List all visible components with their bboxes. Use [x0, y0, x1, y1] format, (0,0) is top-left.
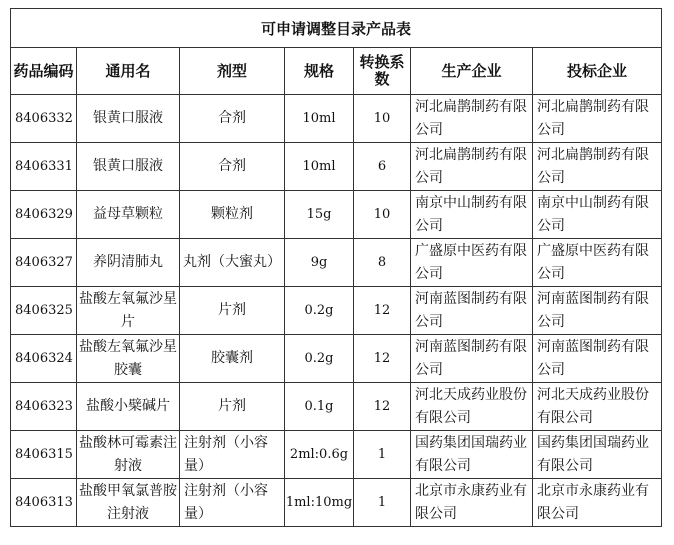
cell-spec: 0.2g: [285, 335, 354, 383]
table-row: [11, 431, 662, 479]
cell-maker: 北京市永康药业有限公司: [411, 479, 533, 527]
cell-bidder: 河南蓝图制药有限公司: [533, 287, 662, 335]
cell-code: 8406315: [11, 431, 77, 479]
header-name: 通用名: [77, 48, 180, 95]
cell-code: 8406332: [11, 95, 77, 143]
cell-name: 盐酸林可霉素注射液: [77, 431, 180, 479]
cell-spec: 0.1g: [285, 383, 354, 431]
cell-factor: 10: [354, 191, 411, 239]
cell-code: 8406323: [11, 383, 77, 431]
cell-bidder: 河北扁鹊制药有限公司: [533, 143, 662, 191]
cell-spec: 9g: [285, 239, 354, 287]
cell-factor: 12: [354, 335, 411, 383]
cell-form: 丸剂（大蜜丸）: [180, 239, 285, 287]
cell-factor: 1: [354, 431, 411, 479]
table-row: [11, 143, 662, 191]
cell-factor: 1: [354, 479, 411, 527]
cell-spec: 10ml: [285, 95, 354, 143]
cell-form: 合剂: [180, 143, 285, 191]
cell-code: 8406313: [11, 479, 77, 527]
product-table: [10, 8, 662, 527]
cell-name: 益母草颗粒: [77, 191, 180, 239]
cell-name: 盐酸小檗碱片: [77, 383, 180, 431]
header-bidder: 投标企业: [533, 48, 662, 95]
cell-code: 8406329: [11, 191, 77, 239]
table-row: [11, 239, 662, 287]
cell-factor: 8: [354, 239, 411, 287]
table-row: [11, 335, 662, 383]
cell-bidder: 广盛原中医药有限公司: [533, 239, 662, 287]
cell-name: 盐酸左氧氟沙星胶囊: [77, 335, 180, 383]
cell-name: 养阴清肺丸: [77, 239, 180, 287]
table-row: [11, 479, 662, 527]
table-row: [11, 191, 662, 239]
cell-form: 注射剂（小容量）: [180, 431, 285, 479]
header-maker: 生产企业: [411, 48, 533, 95]
cell-bidder: 河北扁鹊制药有限公司: [533, 95, 662, 143]
cell-spec: 10ml: [285, 143, 354, 191]
cell-maker: 广盛原中医药有限公司: [411, 239, 533, 287]
cell-code: 8406331: [11, 143, 77, 191]
cell-form: 合剂: [180, 95, 285, 143]
cell-maker: 河北扁鹊制药有限公司: [411, 143, 533, 191]
cell-bidder: 南京中山制药有限公司: [533, 191, 662, 239]
table-title: 可申请调整目录产品表: [11, 9, 662, 48]
cell-spec: 15g: [285, 191, 354, 239]
cell-maker: 河北天成药业股份有限公司: [411, 383, 533, 431]
table-row: [11, 95, 662, 143]
header-form: 剂型: [180, 48, 285, 95]
cell-code: 8406327: [11, 239, 77, 287]
cell-form: 注射剂（小容量）: [180, 479, 285, 527]
cell-name: 银黄口服液: [77, 95, 180, 143]
header-code: 药品编码: [11, 48, 77, 95]
title-row: [11, 9, 662, 48]
cell-factor: 12: [354, 383, 411, 431]
cell-spec: 0.2g: [285, 287, 354, 335]
cell-bidder: 北京市永康药业有限公司: [533, 479, 662, 527]
cell-name: 银黄口服液: [77, 143, 180, 191]
cell-bidder: 河北天成药业股份有限公司: [533, 383, 662, 431]
cell-maker: 河南蓝图制药有限公司: [411, 335, 533, 383]
cell-bidder: 国药集团国瑞药业有限公司: [533, 431, 662, 479]
cell-form: 胶囊剂: [180, 335, 285, 383]
cell-form: 片剂: [180, 383, 285, 431]
cell-maker: 国药集团国瑞药业有限公司: [411, 431, 533, 479]
cell-maker: 河北扁鹊制药有限公司: [411, 95, 533, 143]
cell-factor: 10: [354, 95, 411, 143]
header-factor: 转换系数: [354, 48, 411, 95]
cell-maker: 南京中山制药有限公司: [411, 191, 533, 239]
cell-code: 8406325: [11, 287, 77, 335]
cell-maker: 河南蓝图制药有限公司: [411, 287, 533, 335]
cell-name: 盐酸甲氧氯普胺注射液: [77, 479, 180, 527]
header-row: [11, 48, 662, 95]
cell-factor: 6: [354, 143, 411, 191]
cell-spec: 2ml:0.6g: [285, 431, 354, 479]
cell-factor: 12: [354, 287, 411, 335]
cell-code: 8406324: [11, 335, 77, 383]
cell-spec: 1ml:10mg: [285, 479, 354, 527]
table-row: [11, 383, 662, 431]
cell-form: 颗粒剂: [180, 191, 285, 239]
header-spec: 规格: [285, 48, 354, 95]
table-row: [11, 287, 662, 335]
cell-name: 盐酸左氧氟沙星片: [77, 287, 180, 335]
cell-bidder: 河南蓝图制药有限公司: [533, 335, 662, 383]
cell-form: 片剂: [180, 287, 285, 335]
product-table-container: [10, 8, 661, 527]
